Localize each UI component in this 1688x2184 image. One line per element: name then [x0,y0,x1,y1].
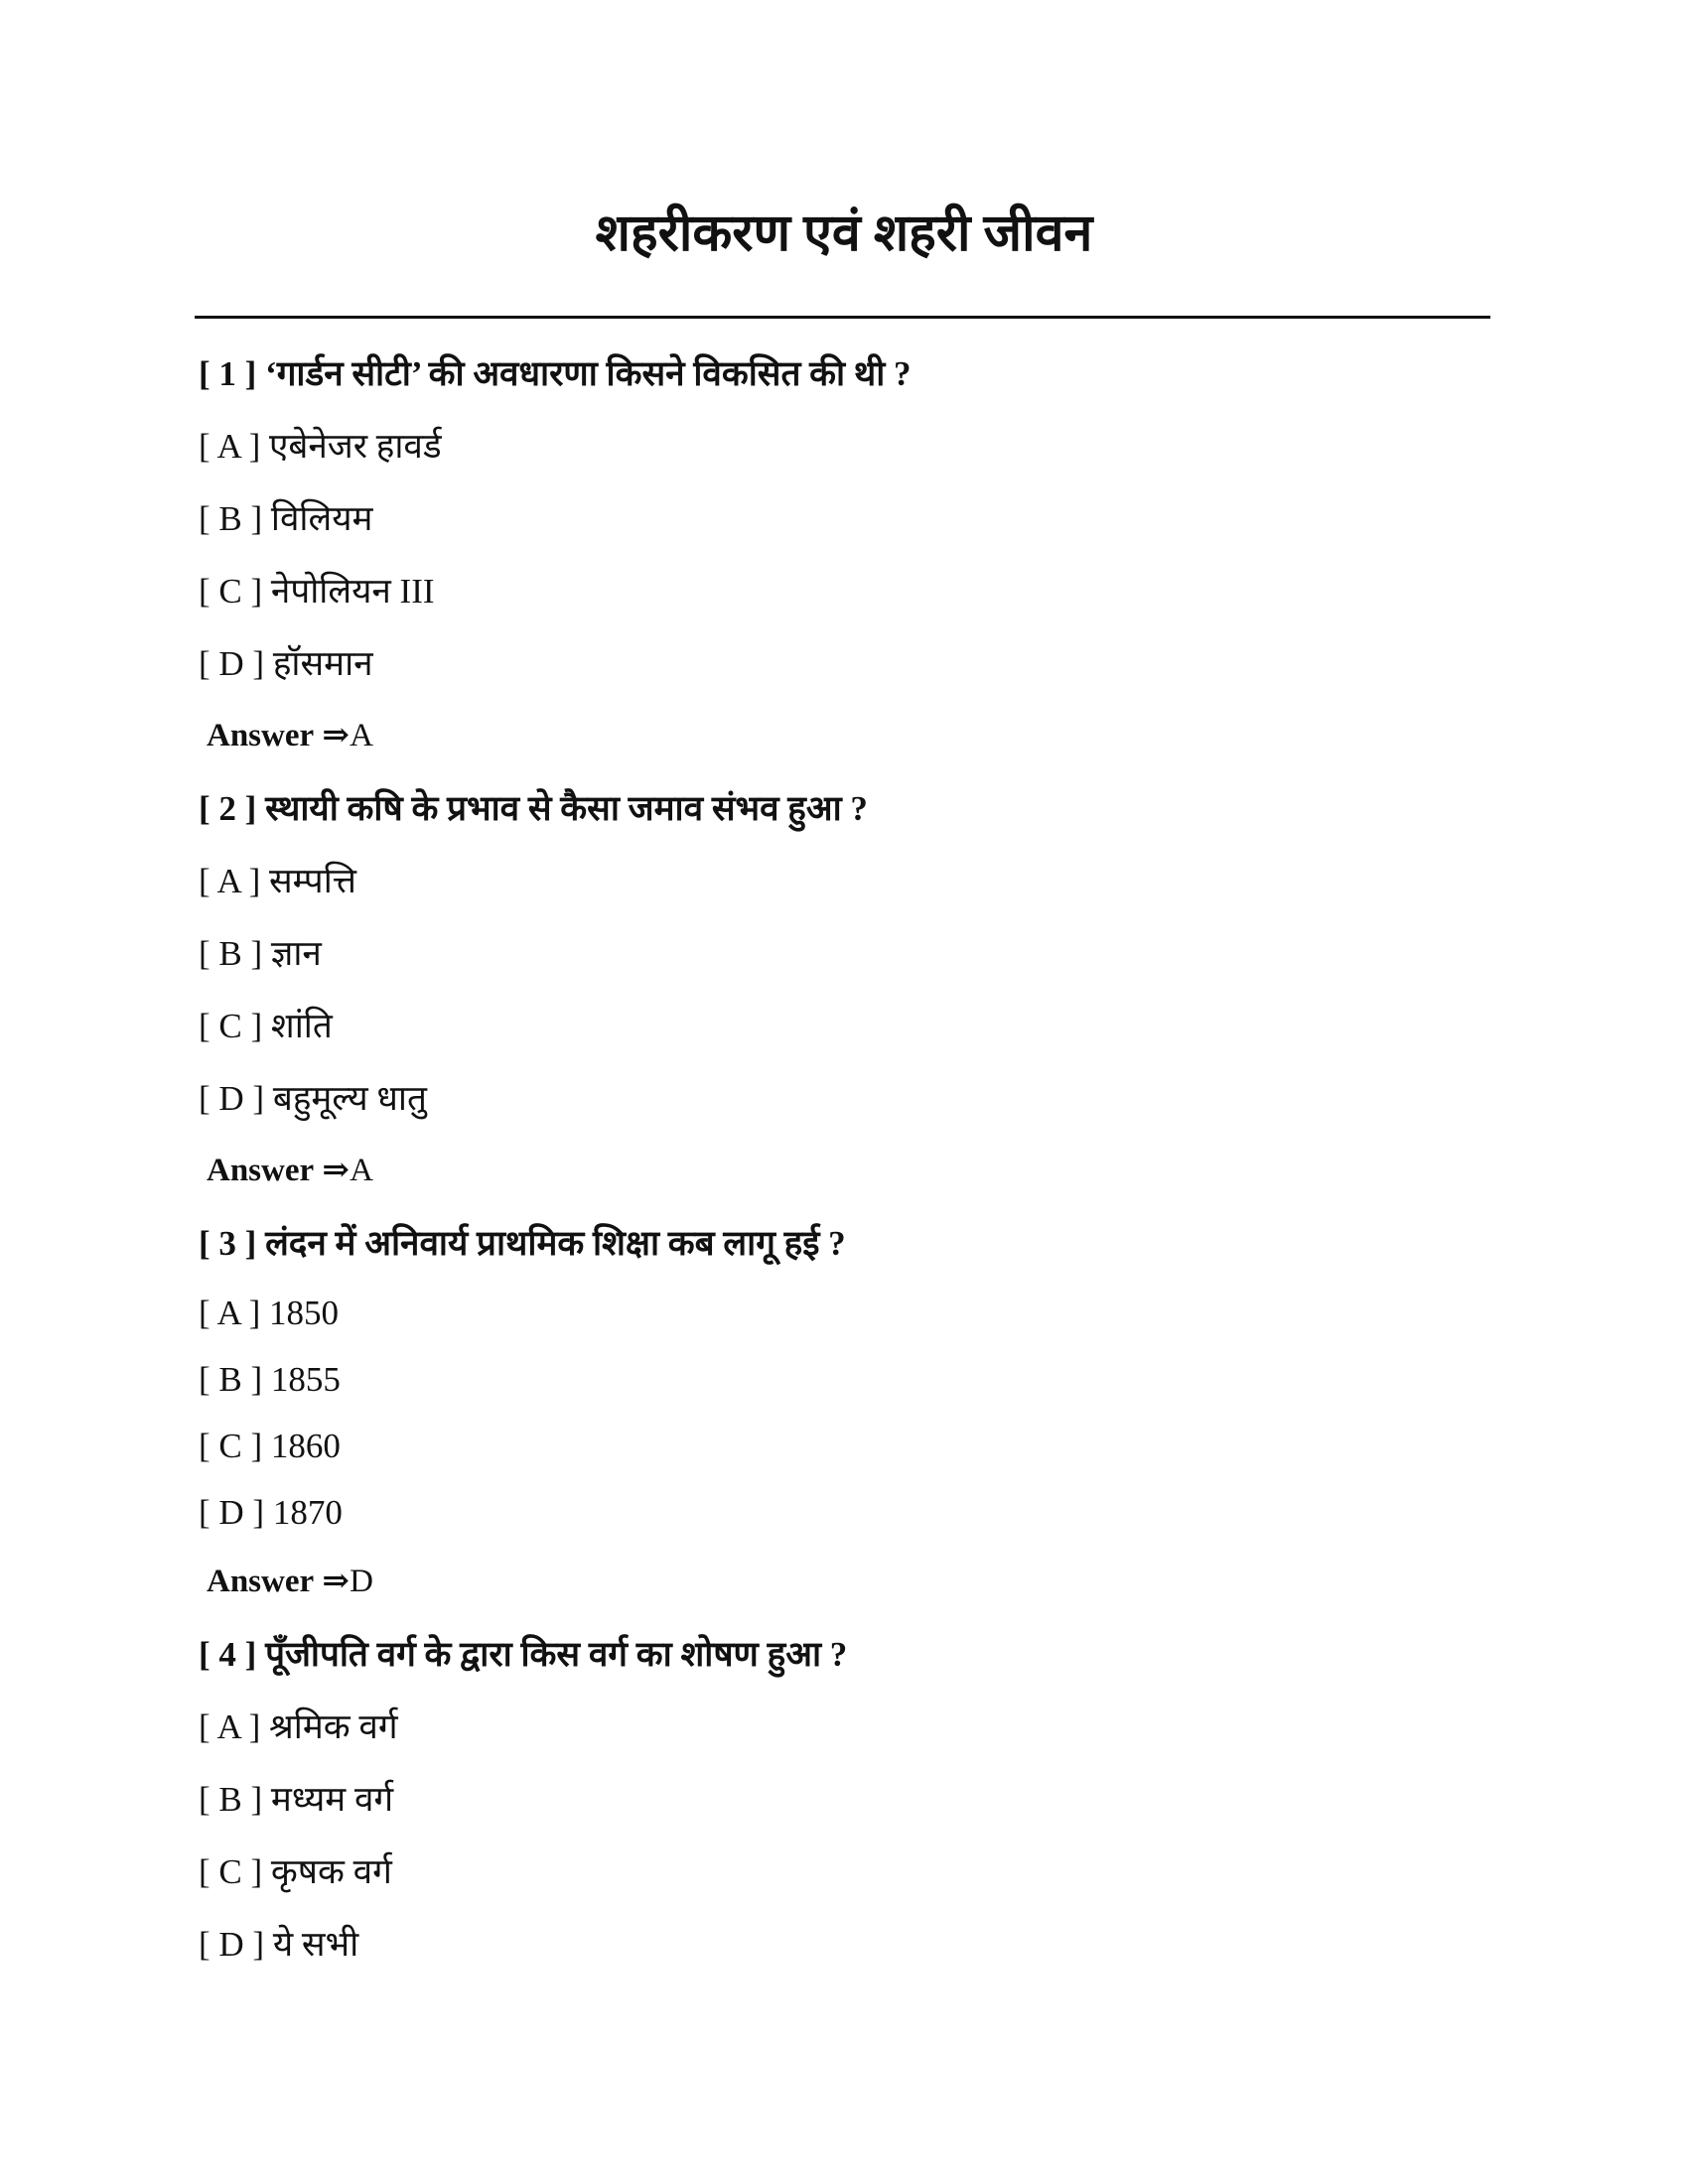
option-b [199,1763,1489,1836]
option-key: [ A ] [199,1294,261,1332]
option-key: [ B ] [199,499,263,538]
option-key: [ D ] [199,1493,265,1532]
question-1 [199,338,1489,410]
answer-label: Answer [207,1153,315,1188]
question-4 [199,1618,1489,1691]
answer-line [199,700,1489,772]
option-key: [ B ] [199,934,263,973]
option-d [199,1479,1489,1546]
answer-label: Answer [207,718,315,753]
option-text: 1855 [270,1360,341,1399]
option-key: [ B ] [199,1780,263,1819]
option-d [199,1062,1489,1135]
option-text: हॉसमान [272,644,373,683]
option-a [199,1691,1489,1763]
answer-value: D [350,1564,373,1599]
option-d [199,627,1489,700]
option-key: [ C ] [199,1007,263,1045]
answer-value: A [350,1153,373,1188]
question-text: ‘गार्डन सीटी’ की अवधारणा किसने विकसित की थी ? [265,354,912,393]
question-text: स्थायी कषि के प्रभाव से कैसा जमाव संभव हुआ ? [265,789,868,828]
option-key: [ C ] [199,572,263,611]
question-number: [ 2 ] [199,789,257,828]
answer-line [199,1546,1489,1618]
option-b [199,1346,1489,1413]
option-text: बहुमूल्य धातु [272,1079,427,1118]
option-text: कृषक वर्ग [270,1852,392,1891]
option-text: 1860 [270,1427,341,1465]
option-text: ज्ञान [270,934,322,973]
right-arrow-icon: ⇒ [322,718,351,753]
option-text: एबेनेजर हावर्ड [268,427,442,466]
option-b [199,482,1489,555]
right-arrow-icon: ⇒ [322,1153,351,1188]
question-text: पूँजीपति वर्ग के द्वारा किस वर्ग का शोषण हुआ ? [265,1635,848,1674]
option-text: श्रमिक वर्ग [268,1707,398,1746]
answer-label: Answer [207,1564,315,1599]
answer-value: A [350,718,373,753]
option-key: [ A ] [199,427,261,466]
title-divider [195,316,1490,319]
page-title: शहरीकरण एवं शहरी जीवन [595,205,1093,262]
option-text: विलियम [270,499,373,538]
option-key: [ D ] [199,1925,265,1964]
question-number: [ 3 ] [199,1224,257,1263]
option-c [199,990,1489,1062]
question-number: [ 4 ] [199,1635,257,1674]
answer-line [199,1135,1489,1207]
question-2 [199,772,1489,845]
question-list [199,338,1489,1980]
option-key: [ A ] [199,862,261,900]
option-text: मध्यम वर्ग [270,1780,394,1819]
option-b [199,917,1489,990]
option-text: सम्पत्ति [268,862,356,900]
option-key: [ D ] [199,644,265,683]
option-key: [ A ] [199,1707,261,1746]
option-key: [ C ] [199,1852,263,1891]
option-text: 1850 [268,1294,339,1332]
option-a [199,410,1489,482]
option-a [199,845,1489,917]
option-text: ये सभी [272,1925,359,1964]
option-text: नेपोलियन III [270,572,435,611]
question-number: [ 1 ] [199,354,257,393]
option-key: [ D ] [199,1079,265,1118]
option-text: शांति [270,1007,333,1045]
option-text: 1870 [272,1493,343,1532]
option-key: [ C ] [199,1427,263,1465]
option-d [199,1908,1489,1980]
option-a [199,1280,1489,1346]
question-3 [199,1207,1489,1280]
question-text: लंदन में अनिवार्य प्राथमिक शिक्षा कब लागू हई ? [265,1224,846,1263]
option-c [199,555,1489,627]
option-c [199,1836,1489,1908]
option-key: [ B ] [199,1360,263,1399]
option-c [199,1413,1489,1479]
right-arrow-icon: ⇒ [322,1564,351,1599]
